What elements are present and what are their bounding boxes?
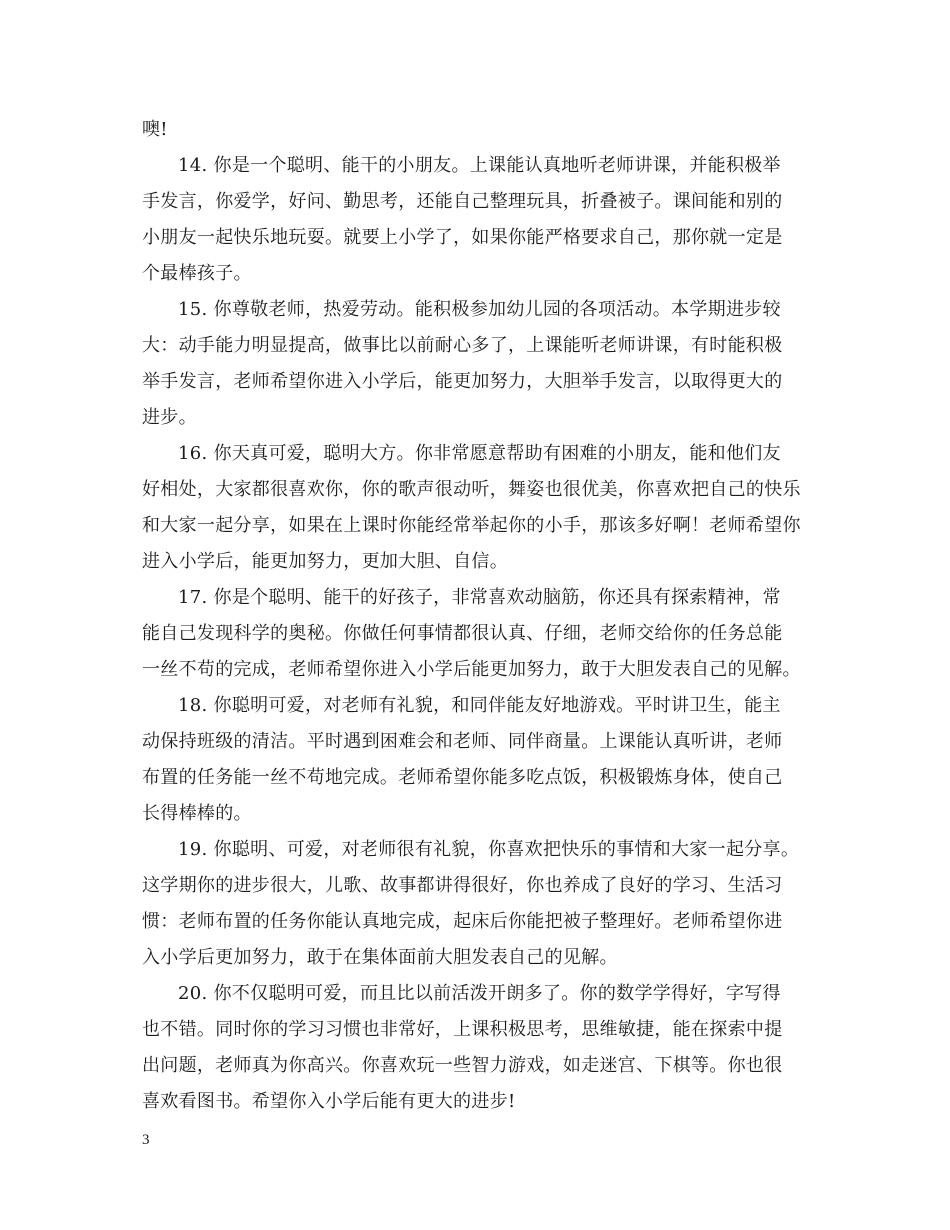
text-line: 长得棒棒的。 [142, 803, 252, 824]
text-line: 一丝不苟的完成，老师希望你进入小学后能更加努力，敢于大胆发表自己的见解。 [142, 659, 801, 680]
text-line: 个最棒孩子。 [142, 263, 252, 284]
text-line: 16. 你天真可爱，聪明大方。你非常愿意帮助有困难的小朋友，能和他们友 [178, 443, 781, 464]
text-line: 15. 你尊敬老师，热爱劳动。能积极参加幼儿园的各项活动。本学期进步较 [178, 299, 781, 320]
text-line: 20. 你不仅聪明可爱，而且比以前活泼开朗多了。你的数学学得好，字写得 [178, 983, 781, 1004]
text-line: 也不错。同时你的学习习惯也非常好，上课积极思考，思维敏捷，能在探索中提 [142, 1019, 783, 1040]
text-line: 动保持班级的清洁。平时遇到困难会和老师、同伴商量。上课能认真听讲，老师 [142, 731, 783, 752]
text-line: 举手发言，老师希望你进入小学后，能更加努力，大胆举手发言，以取得更大的 [142, 371, 783, 392]
text-line: 和大家一起分享，如果在上课时你能经常举起你的小手，那该多好啊！老师希望你 [142, 515, 801, 536]
text-line: 出问题，老师真为你高兴。你喜欢玩一些智力游戏，如走迷宫、下棋等。你也很 [142, 1055, 783, 1076]
text-line: 好相处，大家都很喜欢你，你的歌声很动听，舞姿也很优美，你喜欢把自己的快乐 [142, 479, 801, 500]
text-line: 小朋友一起快乐地玩耍。就要上小学了，如果你能严格要求自己，那你就一定是 [142, 227, 783, 248]
text-line: 18. 你聪明可爱，对老师有礼貌，和同伴能友好地游戏。平时讲卫生，能主 [178, 695, 781, 716]
text-line: 大：动手能力明显提高，做事比以前耐心多了，上课能听老师讲课，有时能积极 [142, 335, 783, 356]
text-line: 惯：老师布置的任务你能认真地完成，起床后你能把被子整理好。老师希望你进 [142, 911, 783, 932]
page-number: 3 [142, 1132, 150, 1148]
text-line: 14. 你是一个聪明、能干的小朋友。上课能认真地听老师讲课，并能积极举 [178, 155, 781, 176]
text-line: 手发言，你爱学，好问、勤思考，还能自己整理玩具，折叠被子。课间能和别的 [142, 191, 783, 212]
text-line: 这学期你的进步很大，儿歌、故事都讲得很好，你也养成了良好的学习、生活习 [142, 875, 783, 896]
text-line: 17. 你是个聪明、能干的好孩子，非常喜欢动脑筋，你还具有探索精神，常 [178, 587, 781, 608]
text-line: 布置的任务能一丝不苟地完成。老师希望你能多吃点饭，积极锻炼身体，使自己 [142, 767, 783, 788]
text-line: 进步。 [142, 407, 197, 428]
text-line: 喜欢看图书。希望你入小学后能有更大的进步! [142, 1091, 516, 1112]
text-line: 19. 你聪明、可爱，对老师很有礼貌，你喜欢把快乐的事情和大家一起分享。 [178, 839, 800, 860]
text-line: 入小学后更加努力，敢于在集体面前大胆发表自己的见解。 [142, 947, 618, 968]
text-line: 能自己发现科学的奥秘。你做任何事情都很认真、仔细，老师交给你的任务总能 [142, 623, 783, 644]
text-line: 噢! [142, 119, 168, 140]
text-line: 进入小学后，能更加努力，更加大胆、自信。 [142, 551, 508, 572]
